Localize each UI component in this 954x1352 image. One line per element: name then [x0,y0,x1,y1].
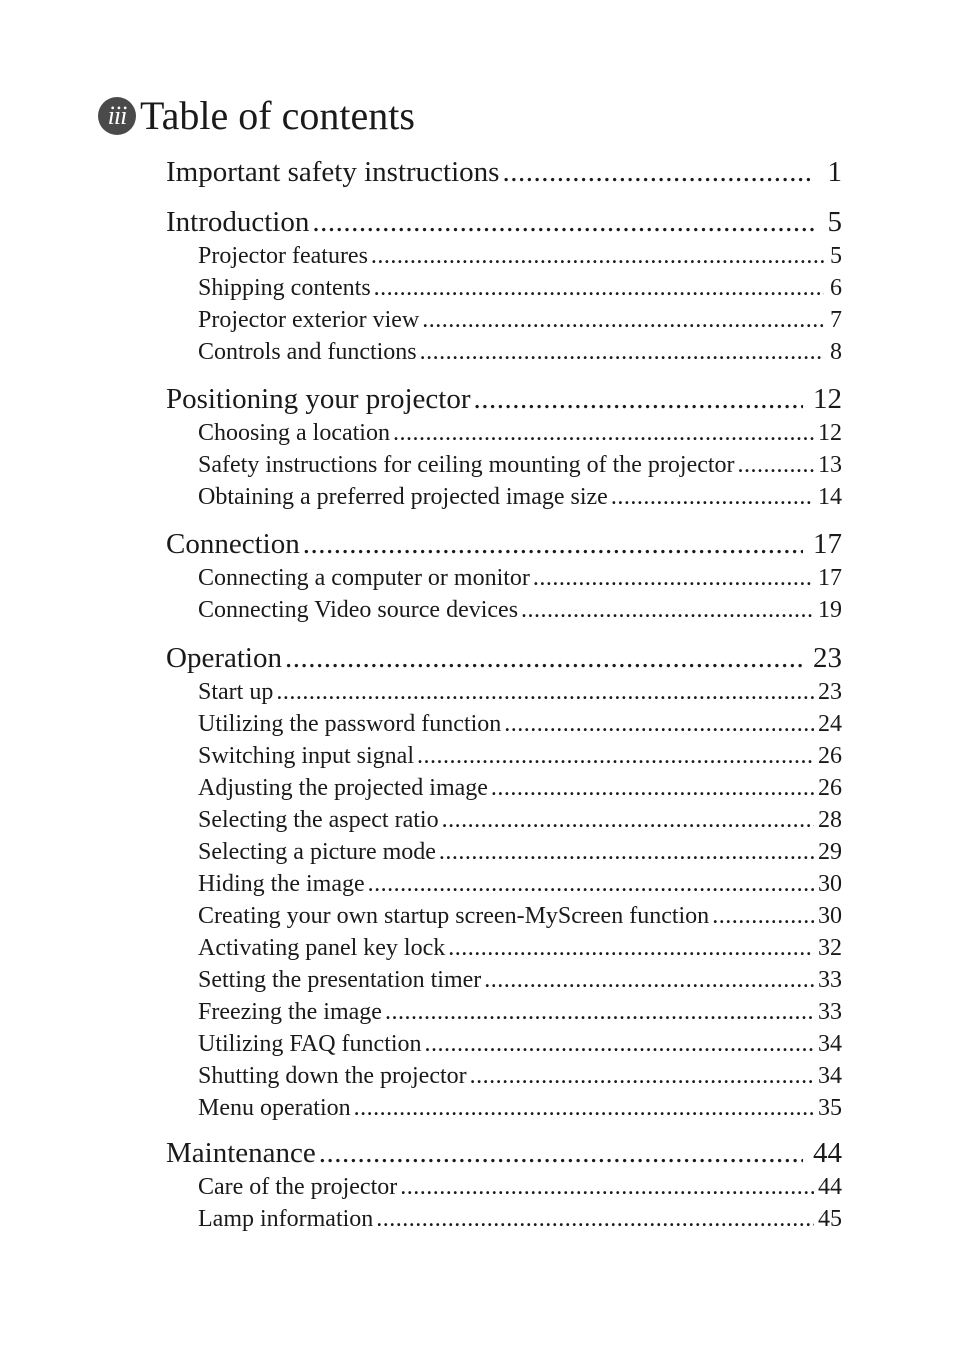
toc-section[interactable] [166,775,842,803]
toc-section-page: 29 [818,839,842,865]
leader-dots [502,156,814,189]
toc-section-title: Safety instructions for ceiling mounting of the projector [198,452,735,478]
toc-chapter-title: Maintenance [166,1137,316,1169]
leader-dots [420,339,824,366]
toc-section-title: Projector exterior view [198,307,420,333]
toc-chapter-title: Positioning your projector [166,383,471,415]
leader-dots [425,1031,814,1058]
toc-section-title: Shutting down the projector [198,1063,467,1089]
toc-section[interactable] [166,743,842,771]
toc-chapter-page: 12 [813,383,842,415]
toc-section[interactable] [166,339,842,367]
toc-chapter-title: Connection [166,528,300,560]
leader-dots [417,743,814,770]
toc-chapter[interactable] [166,528,842,562]
toc-section[interactable] [166,597,842,625]
leader-dots [611,484,814,511]
toc-section-page: 32 [818,935,842,961]
toc-chapter[interactable] [166,206,842,240]
toc-section-page: 44 [818,1174,842,1200]
leader-dots [368,871,814,898]
leader-dots [712,903,814,930]
toc-section-page: 45 [818,1206,842,1232]
leader-dots [385,999,814,1026]
toc-section-page: 24 [818,711,842,737]
toc-header [98,88,415,144]
leader-dots [442,807,814,834]
toc-section-page: 26 [818,775,842,801]
toc-section-title: Freezing the image [198,999,382,1025]
toc-section-title: Selecting a picture mode [198,839,436,865]
leader-dots [484,967,814,994]
leader-dots [521,597,814,624]
toc-section-title: Choosing a location [198,420,390,446]
toc-section[interactable] [166,1206,842,1234]
toc-section-page: 12 [818,420,842,446]
toc-chapter-title: Operation [166,642,282,674]
toc-section[interactable] [166,1095,842,1123]
leader-dots [448,935,814,962]
toc-section-title: Setting the presentation timer [198,967,482,993]
leader-dots [303,528,803,561]
toc-section-title: Connecting Video source devices [198,597,519,623]
toc-section[interactable] [166,307,842,335]
toc-chapter-page: 44 [813,1137,842,1169]
toc-section-title: Creating your own startup screen-MyScreen function [198,903,710,929]
toc-chapter-page: 5 [827,206,842,238]
toc-section-page: 17 [818,565,842,591]
toc-section-title: Controls and functions [198,339,417,365]
toc-section[interactable] [166,999,842,1027]
toc-section-page: 5 [830,243,842,269]
toc-section-title: Connecting a computer or monitor [198,565,530,591]
leader-dots [504,711,814,738]
toc-section[interactable] [166,967,842,995]
toc-section[interactable] [166,935,842,963]
toc-chapter[interactable] [166,1137,842,1171]
toc-chapter-page: 23 [813,642,842,674]
leader-dots [393,420,814,447]
leader-dots [312,206,814,239]
leader-dots [738,452,814,479]
toc-chapter-title: Important safety instructions [166,156,500,188]
toc-section-title: Care of the projector [198,1174,398,1200]
toc-section-title: Selecting the aspect ratio [198,807,439,833]
toc-section-title: Hiding the image [198,871,365,897]
toc-section[interactable] [166,452,842,480]
leader-dots [470,1063,814,1090]
toc-section-page: 19 [818,597,842,623]
leader-dots [354,1095,814,1122]
toc-section-page: 33 [818,967,842,993]
toc-section-page: 35 [818,1095,842,1121]
toc-section[interactable] [166,1031,842,1059]
toc-section-page: 26 [818,743,842,769]
leader-dots [319,1137,803,1170]
toc-section-page: 13 [818,452,842,478]
toc-section-title: Adjusting the projected image [198,775,488,801]
toc-section-page: 23 [818,679,842,705]
toc-section[interactable] [166,839,842,867]
toc-section[interactable] [166,903,842,931]
toc-section[interactable] [166,243,842,271]
leader-dots [439,839,814,866]
leader-dots [371,243,824,270]
leader-dots [376,1206,814,1233]
toc-section[interactable] [166,420,842,448]
toc-section-title: Lamp information [198,1206,374,1232]
toc-section-title: Activating panel key lock [198,935,446,961]
toc-section[interactable] [166,807,842,835]
toc-chapter-title: Introduction [166,206,310,238]
leader-dots [285,642,803,675]
toc-section-page: 14 [818,484,842,510]
toc-chapter[interactable] [166,156,842,190]
leader-dots [533,565,814,592]
toc-section-title: Utilizing the password function [198,711,502,737]
toc-chapter-page: 1 [827,156,842,188]
toc-section-title: Switching input signal [198,743,414,769]
toc-chapter[interactable] [166,383,842,417]
leader-dots [400,1174,814,1201]
page-number-badge: iii [98,97,136,135]
toc-section-page: 7 [830,307,842,333]
toc-section-page: 33 [818,999,842,1025]
toc-section[interactable] [166,484,842,512]
toc-chapter[interactable] [166,642,842,676]
toc-section[interactable] [166,565,842,593]
toc-section-page: 28 [818,807,842,833]
leader-dots [491,775,814,802]
toc-section[interactable] [166,871,842,899]
toc-section[interactable] [166,275,842,303]
leader-dots [422,307,824,334]
toc-section[interactable] [166,679,842,707]
toc-chapter-page: 17 [813,528,842,560]
toc-section-title: Utilizing FAQ function [198,1031,422,1057]
leader-dots [473,383,803,416]
toc-section-page: 34 [818,1063,842,1089]
toc-section-page: 30 [818,871,842,897]
toc-section[interactable] [166,1174,842,1202]
leader-dots [276,679,814,706]
toc-section-page: 30 [818,903,842,929]
toc-section-page: 8 [830,339,842,365]
toc-section-page: 6 [830,275,842,301]
toc-section-title: Start up [198,679,274,705]
leader-dots [374,275,824,302]
toc-section-title: Projector features [198,243,368,269]
toc-section[interactable] [166,711,842,739]
toc-section-title: Menu operation [198,1095,351,1121]
toc-section[interactable] [166,1063,842,1091]
toc-section-page: 34 [818,1031,842,1057]
toc-section-title: Obtaining a preferred projected image size [198,484,608,510]
toc-section-title: Shipping contents [198,275,371,301]
page-title: Table of contents [140,93,415,138]
